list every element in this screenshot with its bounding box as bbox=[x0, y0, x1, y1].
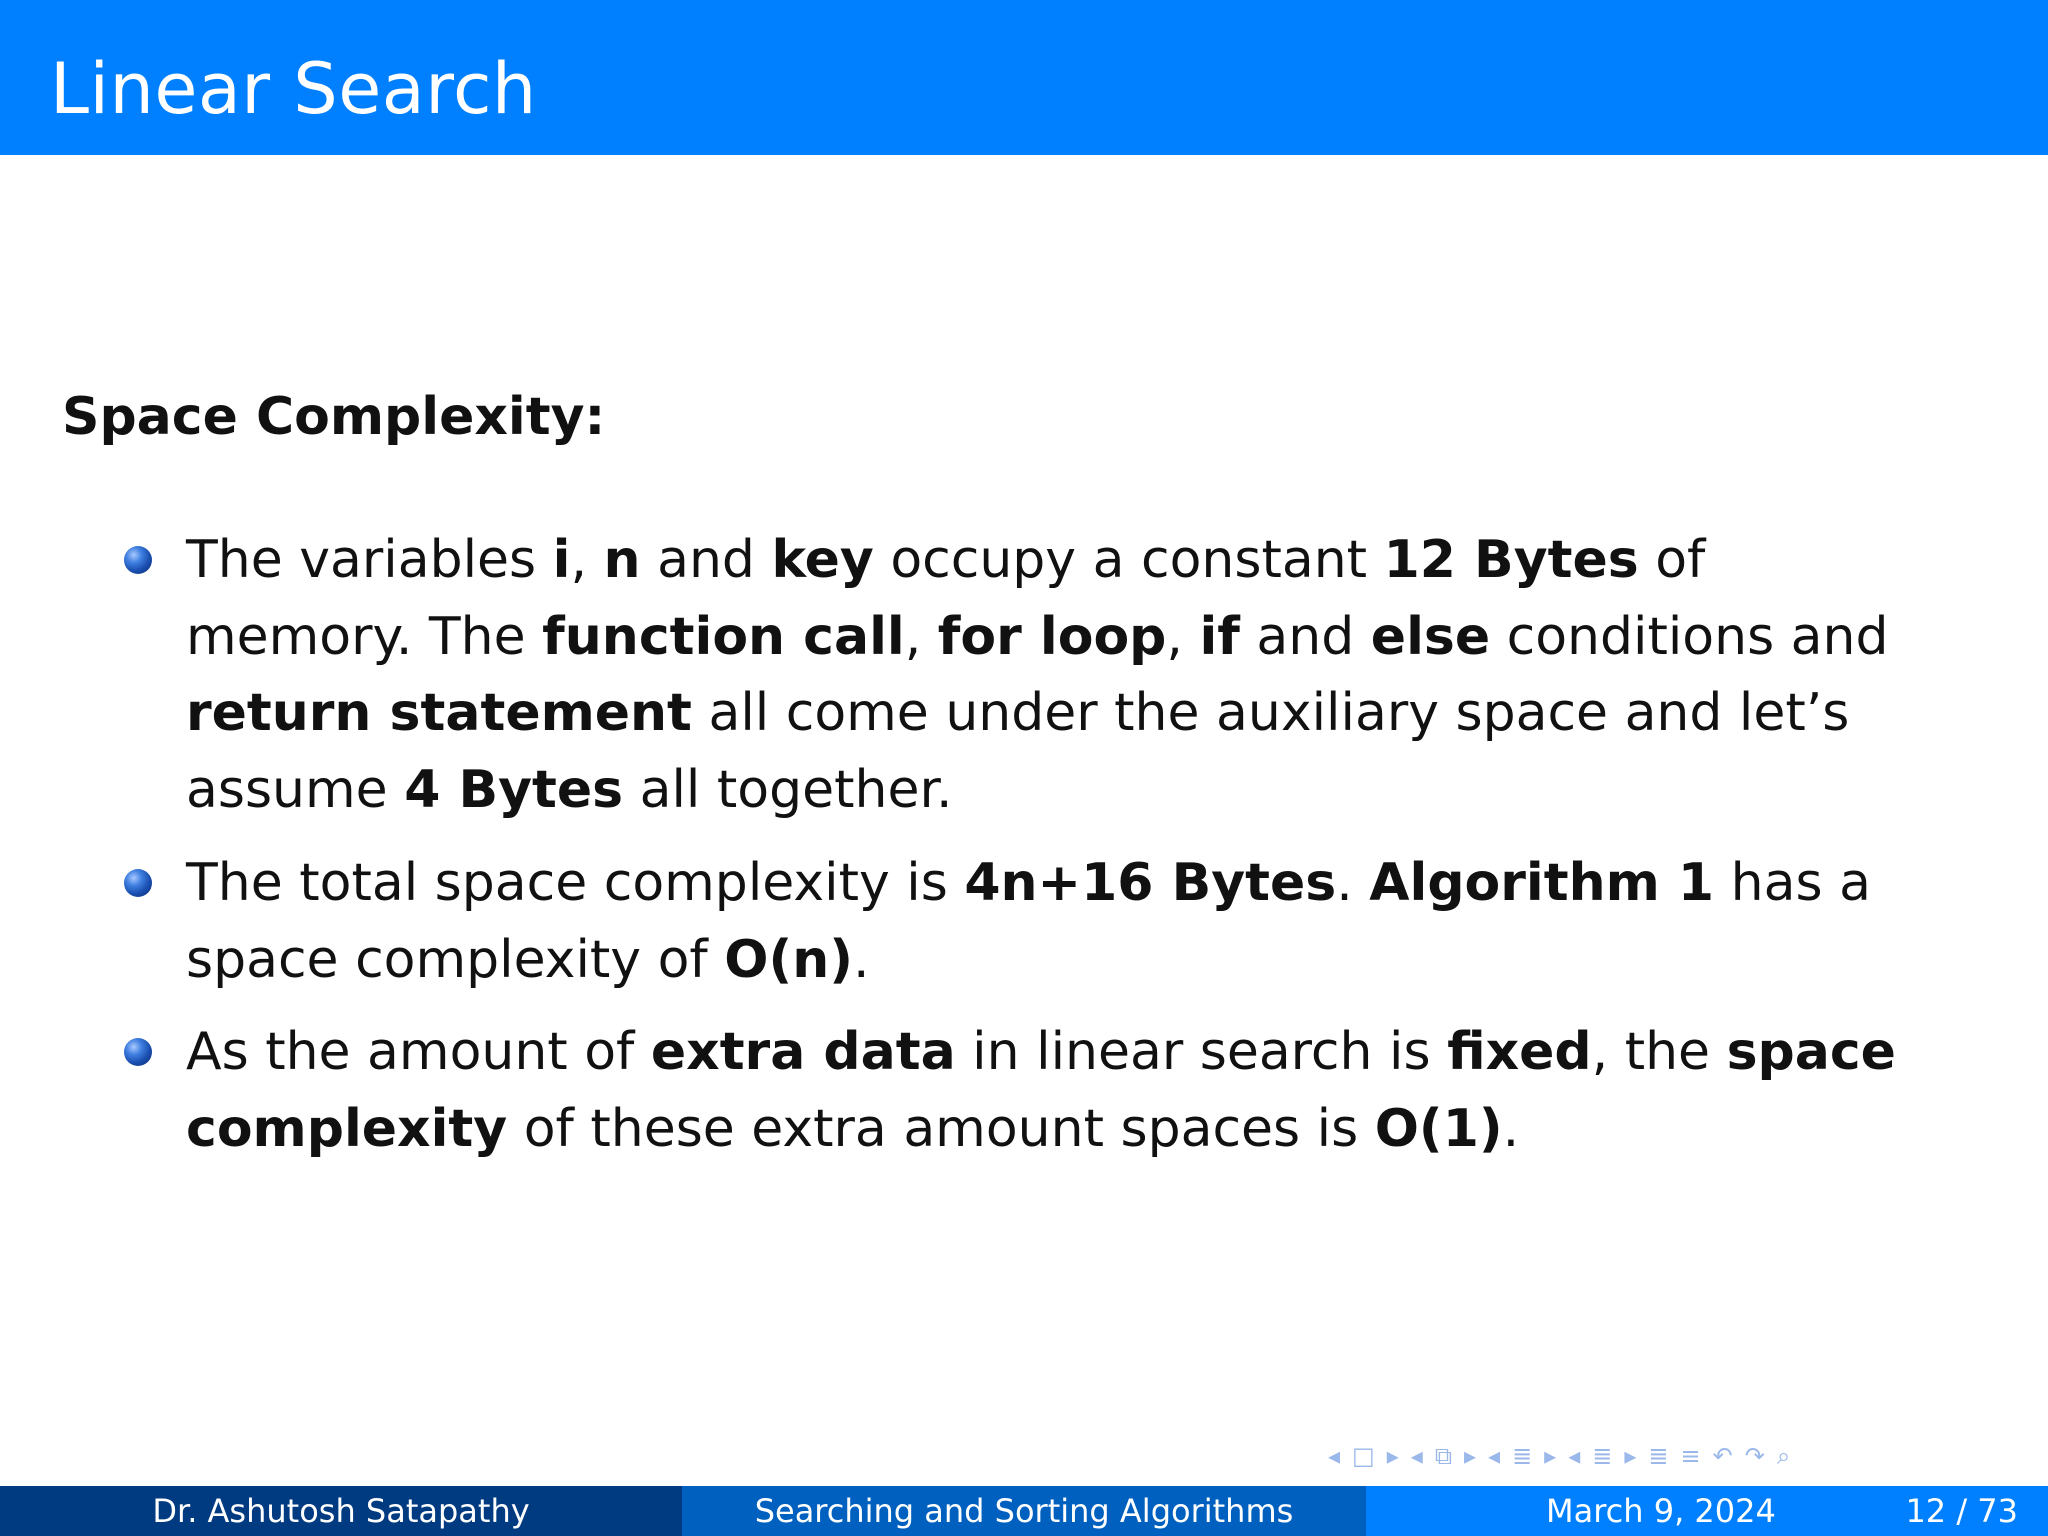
text-run: , bbox=[904, 606, 938, 667]
outline-icon[interactable]: ≣ bbox=[1648, 1442, 1669, 1470]
text-run: The variables bbox=[186, 530, 553, 590]
footer-right-section bbox=[1366, 1486, 2048, 1536]
bold-term: 12 Bytes bbox=[1383, 530, 1639, 590]
footer-date: March 9, 2024 bbox=[1546, 1492, 1776, 1530]
bold-term: else bbox=[1370, 606, 1491, 667]
nav-prev-icon[interactable]: ◂ bbox=[1568, 1442, 1581, 1470]
nav-prev-icon[interactable]: ◂ bbox=[1488, 1442, 1501, 1470]
nav-next-icon[interactable]: ▸ bbox=[1544, 1442, 1557, 1470]
bold-term: return statement bbox=[186, 683, 692, 743]
text-run: , the bbox=[1591, 1022, 1727, 1082]
section-icon[interactable]: ≣ bbox=[1592, 1442, 1613, 1470]
page-number: 12 / 73 bbox=[1905, 1492, 2018, 1530]
text-run: The total space complexity is bbox=[186, 853, 965, 913]
frame-icon[interactable]: □ bbox=[1352, 1442, 1375, 1470]
section-icon[interactable]: ≣ bbox=[1512, 1442, 1533, 1470]
text-run: in linear search is bbox=[955, 1022, 1448, 1082]
text-run: . bbox=[853, 929, 870, 990]
bullet-item bbox=[186, 522, 1936, 828]
nav-next-icon[interactable]: ▸ bbox=[1624, 1442, 1637, 1470]
bullet-text bbox=[186, 530, 1889, 820]
bold-term: if bbox=[1199, 606, 1240, 667]
nav-next-icon[interactable]: ▸ bbox=[1463, 1442, 1477, 1470]
text-run: of memory. The bbox=[186, 530, 1706, 667]
slide-title: Linear Search bbox=[50, 48, 537, 130]
text-run: , bbox=[570, 530, 604, 590]
bold-term: key bbox=[771, 530, 874, 590]
appendix-icon[interactable]: ≡ bbox=[1680, 1442, 1701, 1470]
bold-term: space complexity bbox=[186, 1022, 1896, 1159]
bold-term: O(1) bbox=[1374, 1098, 1503, 1159]
text-run: As the amount of bbox=[186, 1022, 651, 1082]
text-run: and bbox=[1239, 606, 1371, 667]
bullet-marker-icon bbox=[124, 546, 152, 574]
bold-term: Algorithm 1 bbox=[1369, 853, 1715, 913]
text-run: . bbox=[1336, 853, 1370, 913]
bold-term: i bbox=[552, 530, 571, 590]
bullet-text bbox=[186, 1022, 1896, 1159]
title-bar bbox=[0, 0, 2048, 155]
text-run: occupy a constant bbox=[873, 530, 1384, 590]
bullet-item bbox=[186, 1014, 1936, 1167]
bold-term: 4 Bytes bbox=[404, 759, 624, 820]
text-run: and bbox=[640, 530, 772, 590]
text-run: , bbox=[1166, 606, 1200, 667]
text-run: has a space complexity of bbox=[186, 853, 1871, 990]
beamer-navigation-bar bbox=[1322, 1440, 1796, 1472]
back-icon[interactable]: ↶ bbox=[1712, 1442, 1733, 1470]
nav-prev-icon[interactable]: ◂ bbox=[1410, 1442, 1423, 1470]
subsection-icon[interactable]: ⧉ bbox=[1434, 1442, 1452, 1470]
forward-icon[interactable]: ↷ bbox=[1744, 1442, 1765, 1470]
bold-term: O(n) bbox=[724, 929, 853, 990]
search-icon[interactable]: ⌕ bbox=[1776, 1442, 1791, 1470]
bullet-text bbox=[186, 853, 1871, 990]
text-run: of these extra amount spaces is bbox=[507, 1098, 1375, 1159]
footer-bar bbox=[0, 1486, 2048, 1536]
bullet-marker-icon bbox=[124, 1038, 152, 1066]
bold-term: for loop bbox=[937, 606, 1167, 667]
text-run: all come under the auxiliary space and let’s assume bbox=[186, 683, 1850, 820]
bullet-item bbox=[186, 845, 1936, 998]
bold-term: function call bbox=[542, 606, 905, 667]
nav-next-icon[interactable]: ▸ bbox=[1386, 1442, 1399, 1470]
footer-author: Dr. Ashutosh Satapathy bbox=[0, 1486, 682, 1536]
text-run: all together. bbox=[623, 759, 953, 820]
bold-term: fixed bbox=[1447, 1022, 1592, 1082]
bold-term: extra data bbox=[650, 1022, 956, 1082]
text-run: conditions and bbox=[1490, 606, 1889, 667]
bold-term: 4n+16 Bytes bbox=[964, 853, 1337, 913]
section-heading: Space Complexity: bbox=[62, 387, 606, 447]
footer-topic: Searching and Sorting Algorithms bbox=[682, 1486, 1366, 1536]
bullet-marker-icon bbox=[124, 869, 152, 897]
nav-prev-icon[interactable]: ◂ bbox=[1328, 1442, 1341, 1470]
bold-term: n bbox=[603, 530, 641, 590]
text-run: . bbox=[1502, 1098, 1520, 1159]
